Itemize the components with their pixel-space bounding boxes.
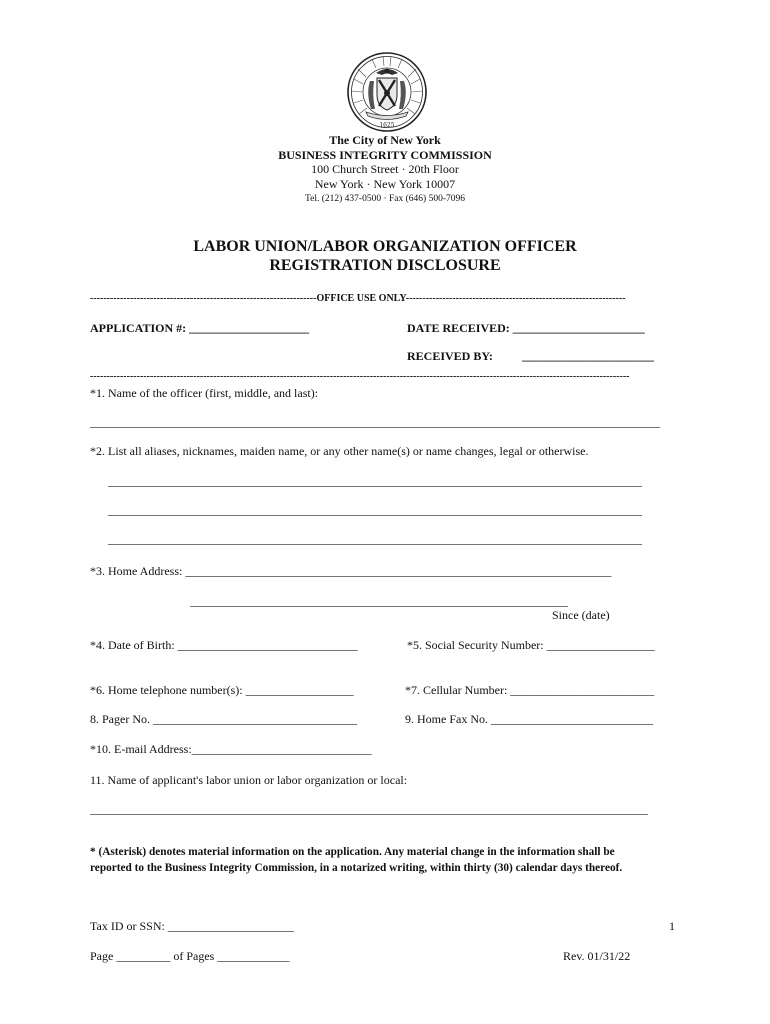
- question-2-blank-1[interactable]: _________________________________________________________________________________________: [108, 474, 642, 488]
- office-use-divider: --------------------------------------------------------------------OFFICE USE ONLY------------------------------------------------------------------: [90, 293, 626, 304]
- org-name: The City of New York: [329, 133, 441, 147]
- question-11-label: 11. Name of applicant's labor union or labor organization or local:: [90, 773, 408, 787]
- seal-year: 1625: [379, 122, 395, 129]
- question-2-blank-3[interactable]: _________________________________________________________________________________________: [108, 532, 642, 546]
- question-7-cellular[interactable]: *7. Cellular Number: ________________________: [405, 683, 655, 697]
- received-by-field: ______________________: [522, 349, 654, 363]
- city-seal-logo: [346, 51, 428, 133]
- question-11-blank[interactable]: _____________________________________________________________________________________________: [90, 802, 648, 816]
- question-5-ssn[interactable]: *5. Social Security Number: __________________: [407, 638, 655, 652]
- page-of-pages-field[interactable]: Page _________ of Pages ____________: [90, 949, 290, 963]
- page-number: 1: [669, 919, 675, 933]
- asterisk-notice-line2: reported to the Business Integrity Commission, in a notarized writing, within thirty (30) calendar days thereof.: [90, 862, 623, 874]
- question-1-label: *1. Name of the officer (first, middle, and last):: [90, 386, 319, 400]
- org-address-line1: 100 Church Street · 20th Floor: [311, 162, 459, 176]
- question-3-blank-2[interactable]: _______________________________________________________________: [190, 594, 568, 608]
- question-10-email[interactable]: *10. E-mail Address:______________________________: [90, 742, 372, 756]
- revision-date: Rev. 01/31/22: [563, 949, 631, 963]
- form-title-line2: REGISTRATION DISCLOSURE: [269, 257, 501, 274]
- asterisk-notice-line1: * (Asterisk) denotes material information on the application. Any material change in the information shall be: [90, 846, 615, 858]
- question-2-label: *2. List all aliases, nicknames, maiden name, or any other name(s) or name changes, legal or otherwise.: [90, 444, 589, 458]
- org-phone-fax: Tel. (212) 437-0500 · Fax (646) 500-7096: [304, 194, 465, 204]
- since-date-label: Since (date): [552, 608, 610, 622]
- received-by-label: RECEIVED BY:: [407, 349, 493, 363]
- org-commission: BUSINESS INTEGRITY COMMISSION: [278, 148, 492, 162]
- question-1-blank[interactable]: _______________________________________________________________________________________________: [90, 415, 660, 429]
- application-number-field: APPLICATION #: ____________________: [90, 321, 310, 335]
- question-2-blank-2[interactable]: _________________________________________________________________________________________: [108, 503, 642, 517]
- tax-id-field[interactable]: Tax ID or SSN: _____________________: [90, 919, 294, 933]
- question-8-pager[interactable]: 8. Pager No. __________________________________: [90, 712, 357, 726]
- question-4-date-of-birth[interactable]: *4. Date of Birth: ______________________________: [90, 638, 358, 652]
- form-title-line1: LABOR UNION/LABOR ORGANIZATION OFFICER: [193, 238, 577, 255]
- org-address-line2: New York · New York 10007: [314, 177, 456, 191]
- question-9-home-fax[interactable]: 9. Home Fax No. ___________________________: [405, 712, 653, 726]
- question-6-home-phone[interactable]: *6. Home telephone number(s): __________________: [90, 683, 354, 697]
- office-use-bottom-divider: ------------------------------------------------------------------------------------------------------------------------------------------------------------------: [90, 371, 630, 382]
- date-received-field: DATE RECEIVED: ______________________: [407, 321, 645, 335]
- question-3-home-address[interactable]: *3. Home Address: _______________________________________________________________________: [90, 564, 612, 578]
